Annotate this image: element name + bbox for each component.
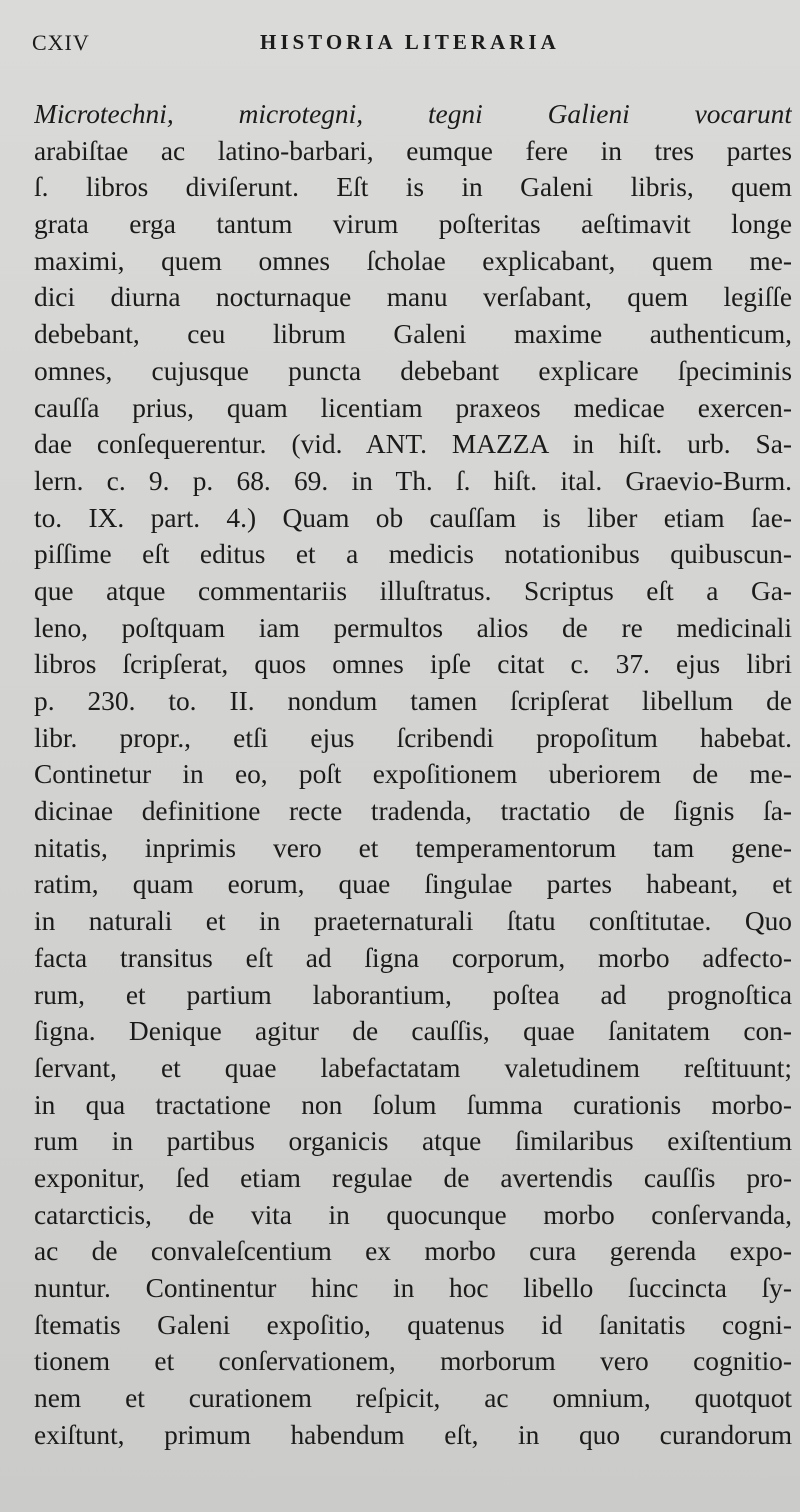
text-line: lern. c. 9. p. 68. 69. in Th. ſ. hiſt. ital. Graevio-Burm.: [34, 465, 792, 496]
running-title: HISTORIA LITERARIA: [260, 30, 560, 54]
text-line: ſ. libros diviſerunt. Eſt is in Galeni libris, quem: [34, 172, 792, 203]
page-number: CXIV: [32, 30, 90, 55]
text-line: nuntur. Continentur hinc in hoc libello ſuccincta ſy-: [34, 1273, 792, 1303]
text-line: libr. propr., etſi ejus ſcribendi propoſitum habebat.: [34, 722, 792, 753]
text-line: ſervant, et quae labefactatam valetudinem reſtituunt;: [34, 1052, 792, 1083]
text-line: leno, poſtquam iam permultos alios de re medicinali: [34, 612, 792, 643]
text-line: tionem et conſervationem, morborum vero cognitio-: [34, 1346, 792, 1377]
text-line: in qua tractatione non ſolum ſumma curationis morbo-: [34, 1089, 792, 1120]
text-line: arabiſtae ac latino-barbari, eumque fere in tres partes: [34, 135, 792, 166]
body-text: [34, 96, 792, 1453]
text-line: cauſſa prius, quam licentiam praxeos medicae exercen-: [34, 392, 792, 423]
text-line: maximi, quem omnes ſcholae explicabant, quem me-: [34, 245, 792, 276]
text-line: piſſime eſt editus et a medicis notationibus quibuscun-: [34, 539, 792, 570]
text-line: libros ſcripſerat, quos omnes ipſe citat c. 37. ejus libri: [34, 649, 792, 680]
text-line: rum, et partium laborantium, poſtea ad prognoſtica: [34, 979, 792, 1010]
text-line: facta transitus eſt ad ſigna corporum, morbo adfecto-: [34, 942, 792, 973]
running-head: [30, 28, 770, 62]
text-line: nitatis, inprimis vero et temperamentorum tam gene-: [34, 832, 792, 863]
text-line: Microtechni, microtegni, tegni Galieni vocarunt: [34, 99, 792, 129]
text-line: rum in partibus organicis atque ſimilaribus exiſtentium: [34, 1126, 792, 1157]
text-line: exiſtunt, primum habendum eſt, in quo curandorum: [34, 1419, 792, 1450]
text-line: ſtematis Galeni expoſitio, quatenus id ſanitatis cogni-: [34, 1309, 792, 1340]
text-line: nem et curationem reſpicit, ac omnium, quotquot: [34, 1383, 792, 1414]
text-line: ac de convaleſcentium ex morbo cura gerenda expo-: [34, 1236, 792, 1267]
text-line: grata erga tantum virum poſteritas aeſtimavit longe: [34, 209, 792, 240]
text-line: ratim, quam eorum, quae ſingulae partes habeant, et: [34, 869, 792, 900]
text-line: catarcticis, de vita in quocunque morbo conſervanda,: [34, 1199, 792, 1230]
text-line: que atque commentariis illuſtratus. Scriptus eſt a Ga-: [34, 575, 792, 606]
text-line: in naturali et in praeternaturali ſtatu conſtitutae. Quo: [34, 906, 792, 937]
text-line: dici diurna nocturnaque manu verſabant, quem legiſſe: [34, 282, 792, 313]
text-line: exponitur, ſed etiam regulae de avertendis cauſſis pro-: [34, 1162, 792, 1193]
text-line: p. 230. to. II. nondum tamen ſcripſerat libellum de: [34, 686, 792, 716]
text-line: dicinae definitione recte tradenda, tractatio de ſignis ſa-: [34, 796, 792, 827]
text-line: dae conſequerentur. (vid. ANT. MAZZA in hiſt. urb. Sa-: [34, 429, 792, 460]
text-line: debebant, ceu librum Galeni maxime authenticum,: [34, 319, 792, 350]
text-line: to. IX. part. 4.) Quam ob cauſſam is liber etiam ſae-: [34, 502, 792, 533]
text-line: omnes, cujusque puncta debebant explicare ſpeciminis: [34, 355, 792, 386]
text-line: Continetur in eo, poſt expoſitionem uberiorem de me-: [34, 759, 792, 790]
text-line: ſigna. Denique agitur de cauſſis, quae ſanitatem con-: [34, 1016, 792, 1047]
